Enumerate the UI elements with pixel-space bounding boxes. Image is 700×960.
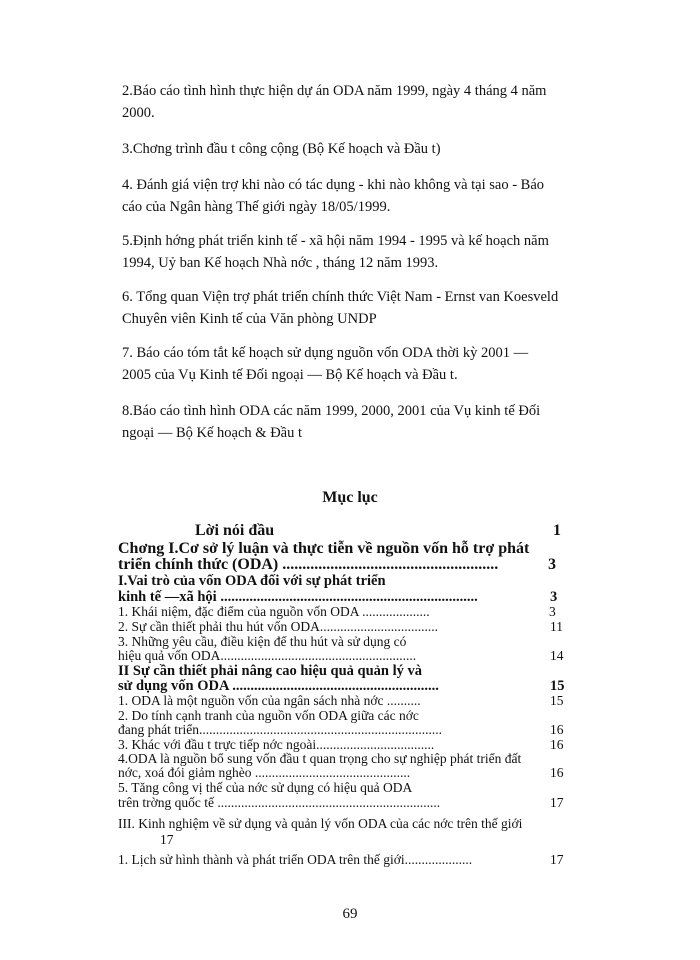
reference-item bbox=[122, 138, 632, 160]
toc-entry-text: 4.ODA là nguồn bổ sung vốn đầu t quan trọng cho sự nghiệp phát triển đất bbox=[118, 751, 522, 766]
toc-entry-page: 17 bbox=[160, 832, 174, 847]
toc-entry-page: 3 bbox=[549, 604, 556, 619]
toc-entry-text: Chơng I.Cơ sở lý luận và thực tiễn về nguồn vốn hỗ trợ phát bbox=[118, 540, 530, 557]
reference-line: 2005 của Vụ Kinh tế Đối ngoại — Bộ Kế hoạch và Đầu t. bbox=[122, 367, 458, 383]
toc-entry-text: hiệu quả vốn ODA.......................................................... bbox=[118, 648, 417, 663]
toc-entry-page: 11 bbox=[550, 619, 563, 634]
toc-title: Mục lục bbox=[322, 489, 378, 506]
toc-entry-text: 3. Những yêu cầu, điều kiện để thu hút và sử dụng có bbox=[118, 634, 407, 649]
toc-entry-text: 2. Do tính cạnh tranh của nguồn vốn ODA giữa các nớc bbox=[118, 708, 419, 723]
reference-line: ngoại — Bộ Kế hoạch & Đầu t bbox=[122, 425, 303, 441]
reference-line: 3.Chơng trình đầu t công cộng (Bộ Kế hoạch và Đầu t) bbox=[122, 141, 441, 157]
toc-entry-text: Lời nói đầu bbox=[195, 522, 275, 539]
toc-entry-text: 1. ODA là một nguồn vốn của ngân sách nhà nớc .......... bbox=[118, 693, 421, 708]
reference-item bbox=[122, 286, 632, 330]
reference-item bbox=[122, 400, 632, 444]
reference-line: Chuyên viên Kinh tế của Văn phòng UNDP bbox=[122, 311, 377, 327]
page-number: 69 bbox=[342, 906, 358, 922]
reference-line: 6. Tổng quan Viện trợ phát triển chính thức Việt Nam - Ernst van Koesveld bbox=[122, 289, 559, 305]
reference-line: 2000. bbox=[122, 105, 155, 121]
reference-item bbox=[122, 342, 632, 386]
toc-entry-page: 16 bbox=[550, 765, 564, 780]
reference-line: 8.Báo cáo tình hình ODA các năm 1999, 2000, 2001 của Vụ kinh tế Đối bbox=[122, 403, 541, 419]
reference-item bbox=[122, 80, 632, 124]
reference-line: 5.Định hớng phát triển kinh tế - xã hội năm 1994 - 1995 và kế hoạch năm bbox=[122, 233, 549, 249]
toc-entry-page: 14 bbox=[550, 648, 564, 663]
toc-entry-text: 5. Tăng công vị thế của nớc sử dụng có hiệu quả ODA bbox=[118, 780, 413, 795]
toc-entry-page: 1 bbox=[553, 522, 561, 539]
toc-entry-text: sử dụng vốn ODA ......................................................... bbox=[118, 678, 439, 694]
toc-entry-text: I.Vai trò của vốn ODA đối với sự phát triển bbox=[118, 573, 386, 589]
toc-entry-page: 15 bbox=[550, 693, 564, 708]
toc-entry-text: nớc, xoá đói giảm nghèo .............................................. bbox=[118, 765, 411, 780]
toc-entry-text: III. Kinh nghiệm về sử dụng và quản lý vốn ODA của các nớc trên thế giới bbox=[118, 816, 523, 831]
toc-entry-page: 16 bbox=[550, 722, 564, 737]
reference-line: 4. Đánh giá viện trợ khi nào có tác dụng - khi nào không và tại sao - Báo bbox=[122, 177, 545, 193]
toc-entry-text: kinh tế —xã hội ....................................................................... bbox=[118, 589, 478, 605]
toc-entry-text: 1. Lịch sử hình thành và phát triển ODA trên thế giới.................... bbox=[118, 852, 473, 867]
toc-entry-page: 16 bbox=[550, 737, 564, 752]
toc-entry-text: triển chính thức (ODA) ...................................................... bbox=[118, 556, 499, 573]
toc-entry-text: 2. Sự cần thiết phải thu hút vốn ODA................................... bbox=[118, 619, 439, 634]
reference-line: 7. Báo cáo tóm tắt kế hoạch sử dụng nguồn vốn ODA thời kỳ 2001 — bbox=[122, 345, 529, 361]
toc-entry-text: đang phát triển........................................................................ bbox=[118, 722, 442, 737]
toc-entry-page: 3 bbox=[548, 556, 556, 573]
reference-line: 1994, Uỷ ban Kế hoạch Nhà nớc , tháng 12 năm 1993. bbox=[122, 255, 439, 271]
toc-entry-page: 17 bbox=[550, 795, 564, 810]
toc-entry-text: trên trờng quốc tế .................................................................. bbox=[118, 795, 441, 810]
toc-entry-text: 3. Khác với đầu t trực tiếp nớc ngoài................................... bbox=[118, 737, 435, 752]
toc-entry-text: 1. Khái niệm, đặc điểm của nguồn vốn ODA .................... bbox=[118, 604, 430, 619]
reference-item bbox=[122, 230, 632, 274]
reference-line: 2.Báo cáo tình hình thực hiện dự án ODA năm 1999, ngày 4 tháng 4 năm bbox=[122, 83, 547, 99]
reference-item bbox=[122, 174, 632, 218]
toc-entry-page: 3 bbox=[550, 589, 558, 605]
toc-entry-page: 15 bbox=[550, 678, 565, 694]
reference-line: cáo của Ngân hàng Thế giới ngày 18/05/1999. bbox=[122, 199, 391, 215]
toc-entry-page: 17 bbox=[550, 852, 564, 867]
toc-entry-text: II Sự cần thiết phải nâng cao hiệu quả quản lý và bbox=[118, 663, 423, 679]
